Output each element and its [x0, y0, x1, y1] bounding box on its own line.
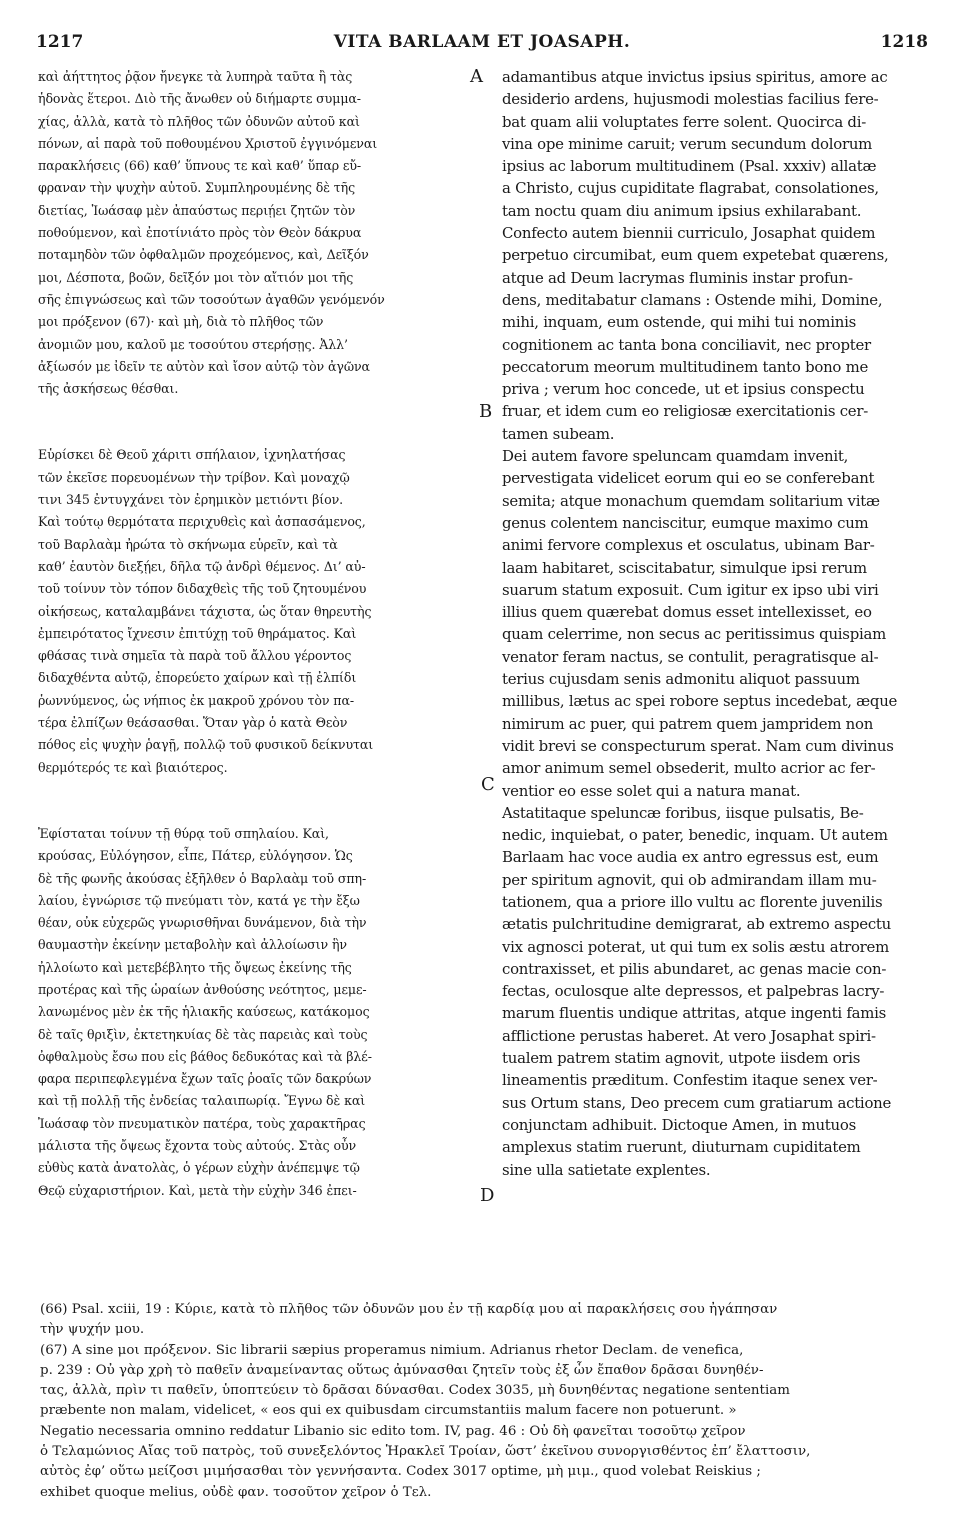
latin-line: suarum statum exposuit. Cum igitur ex ipso ubi viri — [502, 580, 879, 599]
latin-line: priva ; verum hoc concede, ut et ipsius conspectu — [502, 380, 865, 399]
latin-line: atque ad Deum lacrymas fluminis instar profun- — [502, 268, 853, 287]
latin-line: genus colentem nanciscitur, eumque maximo cum — [502, 513, 869, 532]
greek-line: κρούσας, Εὐλόγησον, εἶπε, Πάτερ, εὐλόγησον. Ὡς — [38, 848, 353, 864]
latin-line: sus Ortum stans, Deo precem cum gratiarum actione — [502, 1093, 892, 1112]
greek-line: ἡδονὰς ἕτεροι. Διὸ τῆς ἄνωθεν οὐ διήμαρτε συμμα- — [38, 91, 361, 107]
latin-line: Confecto autem biennii curriculo, Josaphat quidem — [502, 224, 876, 243]
greek-line: ὀφθαλμοὺς ἔσω που εἰς βάθος δεδυκότας καὶ τὰ βλέ- — [38, 1048, 372, 1064]
footnote-line: τὴν ψυχήν μου. — [40, 1322, 145, 1338]
section-marker-b: B — [479, 401, 493, 422]
greek-line: διετίας, Ἰωάσαφ μὲν ἀπαύστως περιῄει ζητῶν τὸν — [38, 202, 356, 218]
latin-line: animi fervore complexus et osculatus, ubinam Bar- — [502, 536, 875, 555]
section-marker-c: C — [481, 774, 495, 795]
latin-line: Astatitaque speluncæ foribus, iisque pulsatis, Be- — [502, 803, 864, 822]
latin-line: peccatorum meorum multitudinem tanto bono me — [502, 357, 869, 376]
latin-line: conjunctam adhibuit. Dictoque Amen, in mutuos — [502, 1115, 856, 1134]
latin-line: tam noctu quam diu animum ipsius exhilarabant. — [502, 201, 862, 220]
page-number-left: 1217 — [36, 32, 84, 52]
latin-line: tationem, qua a priore illo vultu ac florente juvenilis — [502, 892, 883, 911]
latin-line: vix agnosci poterat, ut qui tum ex solis æstu atrorem — [502, 937, 889, 956]
greek-line: ποταμηδὸν τῶν ὀφθαλμῶν προχεόμενος, καὶ, Δεῖξόν — [38, 247, 369, 263]
latin-line: quam celerrime, non secus ac peritissimus quispiam — [502, 625, 886, 644]
greek-line: φαρα περιπεφλεγμένα ἔχων ταῖς ῥοαῖς τῶν δακρύων — [38, 1071, 372, 1087]
footnote-line: exhibet quoque melius, οὐδὲ φαν. τοσοῦτον χεῖρον ὁ Τελ. — [40, 1484, 432, 1500]
latin-line: amplexus statim ruerunt, diuturnam cupiditatem — [502, 1138, 861, 1157]
latin-line: contraxisset, et pilis abundaret, ac genas macie con- — [502, 959, 887, 978]
footnote-line: præbente non malam, videlicet, « eos qui ex quibusdam circumstantiis malum facere non potuerunt. » — [40, 1403, 737, 1419]
latin-line: mihi, inquam, eum ostende, qui mihi tui nominis — [502, 313, 857, 332]
latin-line: amor animum semel obsederit, multo acrior ac fer- — [502, 759, 876, 778]
latin-line: ætatis pulchritudine demigrarat, ab extremo aspectu — [502, 915, 891, 934]
greek-line: οἰκήσεως, καταλαμβάνει τάχιστα, ὡς ὅταν θηρευτὴς — [38, 603, 372, 619]
footnote-line: ὁ Τελαμώνιος Αἴας τοῦ πατρὸς, τοῦ συνεξελόντος Ἡρακλεῖ Τροίαν, ὥστ’ ἐκεῖνου συνοργισθέντος ἐπ’ ἔλαττοσιν, — [40, 1444, 811, 1460]
latin-line: fruar, et idem cum eo religiosæ exercitationis cer- — [502, 402, 869, 421]
latin-line: vidit brevi se conspecturum sperat. Nam cum divinus — [502, 736, 894, 755]
paragraph-gap — [38, 779, 478, 823]
greek-line: καθ’ ἑαυτὸν διεξῄει, δῆλα τῷ ἀνδρὶ θέμενος. Δι’ αὐ- — [38, 558, 366, 574]
latin-line: ipsius ac laborum multitudinem (Psal. xxxiv) allatæ — [502, 157, 877, 176]
latin-line: marum fluentis undique attritas, atque ingenti famis — [502, 1004, 886, 1023]
greek-line: μοι πρόξενον (67)· καὶ μὴ, διὰ τὸ πλῆθος τῶν — [38, 314, 324, 330]
footnotes — [40, 1300, 932, 1503]
latin-line: cognitionem ac tanta bona conciliavit, nec propter — [502, 335, 871, 354]
latin-line: perpetuo circumibat, eum quem expetebat quærens, — [502, 246, 889, 265]
greek-line: καὶ τῇ πολλῇ τῆς ἐνδείας ταλαιπωρίᾳ. Ἔγνω δὲ καὶ — [38, 1093, 366, 1109]
greek-line: παρακλήσεις (66) καθ’ ὕπνους τε καὶ καθ’ ὕπαρ εὔ- — [38, 158, 362, 174]
footnote-line: (66) Psal. xciii, 19 : Κύριε, κατὰ τὸ πλῆθος τῶν ὀδυνῶν μου ἐν τῇ καρδίᾳ μου αἱ παρακλήσεις σου ἠγάπησαν — [40, 1302, 778, 1317]
latin-line: vina ope minime caruit; verum secundum dolorum — [502, 134, 873, 153]
greek-line: Ἐφίσταται τοίνυν τῇ θύρᾳ τοῦ σπηλαίου. Καὶ, — [38, 825, 329, 841]
latin-line: pervestigata videlicet eorum qui eo se conferebant — [502, 469, 875, 488]
latin-line: tualem patrem statim agnovit, utpote iisdem oris — [502, 1049, 861, 1068]
greek-line: Ἰωάσαφ τὸν πνευματικὸν πατέρα, τοὺς χαρακτῆρας — [38, 1115, 366, 1131]
footnote-line: Negatio necessaria omnino reddatur Libanio sic edito tom. IV, pag. 46 : Οὐ δὴ φανεῖται τοσοῦτῳ χεῖρον — [40, 1423, 746, 1439]
latin-line: bat quam alii voluptates ferre solent. Quocirca di- — [502, 112, 867, 131]
greek-line: πόνων, αἱ παρὰ τοῦ ποθουμένου Χριστοῦ ἐγγινόμεναι — [38, 135, 378, 151]
latin-column — [502, 66, 932, 1181]
greek-line: θαυμαστὴν ἐκείνην μεταβολὴν καὶ ἀλλοίωσιν ἣν — [38, 937, 347, 953]
greek-line: ἀξίωσόν με ἰδεῖν τε αὐτὸν καὶ ἴσον αὐτῷ τὸν ἀγῶνα — [38, 358, 370, 374]
latin-line: a Christo, cujus cupiditate flagrabat, consolationes, — [502, 179, 879, 198]
greek-line: τῆς ἀσκήσεως θέσθαι. — [38, 381, 179, 397]
latin-line: per spiritum agnovit, qui ob admirandam illam mu- — [502, 870, 877, 889]
latin-line: tamen subeam. — [502, 424, 615, 443]
greek-line: τέρα ἐλπίζων θεάσασθαι. Ὅταν γὰρ ὁ κατὰ Θεὸν — [38, 715, 348, 731]
paragraph-gap — [38, 400, 478, 444]
latin-line: afflictione perustas haberet. At vero Josaphat spiri- — [502, 1026, 876, 1045]
greek-line: τοῦ τοίνυν τὸν τόπον διδαχθεὶς τῆς τοῦ ζητουμένου — [38, 581, 367, 597]
greek-line: διδαχθέντα αὐτῷ, ἐπορεύετο χαίρων καὶ τῇ ἐλπίδι — [38, 670, 357, 686]
greek-line: τοῦ Βαρλαὰμ ἠρώτα τὸ σκήνωμα εὑρεῖν, καὶ τὰ — [38, 536, 338, 552]
latin-line: nimirum ac puer, qui patrem quem jampridem non — [502, 714, 874, 733]
greek-line: εὐθὺς κατὰ ἀνατολὰς, ὁ γέρων εὐχὴν ἀνέπεμψε τῷ — [38, 1160, 360, 1176]
greek-line: σῆς ἐπιγνώσεως καὶ τῶν τοσούτων ἀγαθῶν γενόμενόν — [38, 291, 385, 307]
latin-line: laam habitaret, sciscitabatur, simulque ipsi rerum — [502, 558, 867, 577]
greek-line: φθάσας τινὰ σημεῖα τὰ παρὰ τοῦ ἄλλου γέροντος — [38, 648, 352, 664]
latin-line: Barlaam hac voce audia ex antro egressus est, eum — [502, 848, 879, 867]
greek-line: ποθούμενον, καὶ ἐποτίνιάτο πρὸς τὸν Θεὸν δάκρυα — [38, 225, 362, 241]
greek-line: ἀνομιῶν μου, καλοῦ με τοσούτου στερήσῃς. Ἀλλ’ — [38, 336, 348, 352]
section-marker-d: D — [480, 1185, 495, 1206]
greek-line: θερμότερός τε καὶ βιαιότερος. — [38, 759, 228, 775]
greek-line: τινι 345 ἐντυγχάνει τὸν ἐρημικὸν μετιόντι βίον. — [38, 492, 344, 508]
latin-line: terius cujusdam senis admonitu aliquot passuum — [502, 670, 860, 689]
latin-line: Dei autem favore speluncam quamdam invenit, — [502, 447, 849, 466]
latin-line: illius quem quærebat domus esset intellexisset, eo — [502, 603, 872, 622]
latin-line: desiderio ardens, hujusmodi molestias facilius fere- — [502, 90, 879, 109]
latin-line: nedic, inquiebat, o pater, benedic, inquam. Ut autem — [502, 826, 888, 845]
section-marker-a: A — [470, 66, 483, 87]
greek-line: μάλιστα τῆς ὄψεως ἔχοντα τοὺς αὐτούς. Στὰς οὖν — [38, 1138, 357, 1154]
greek-line: ῥωννύμενος, ὡς νήπιος ἐκ μακροῦ χρόνου τὸν πα- — [38, 692, 355, 708]
footnote-line: (67) Α sine μοι πρόξενον. Sic librarii sæpius properamus nimium. Adrianus rhetor Declam. de venefica, — [40, 1342, 744, 1358]
greek-line: λανωμένος μὲν ἐκ τῆς ἡλιακῆς καύσεως, κατάκομος — [38, 1004, 370, 1020]
latin-line: adamantibus atque invictus ipsius spiritus, amore ac — [502, 68, 888, 86]
footnote-line: p. 239 : Οὐ γὰρ χρὴ τὸ παθεῖν ἀναμείναντας οὕτως ἀμύνασθαι ζητεῖν τοὺς ἐξ ὧν ἔπαθον δρᾶσαι δυνηθέν- — [40, 1362, 764, 1378]
greek-line: τῶν ἐκεῖσε πορευομένων τὴν τρίβον. Καὶ μοναχῷ — [38, 469, 350, 485]
latin-line: dens, meditabatur clamans : Ostende mihi, Domine, — [502, 290, 883, 309]
greek-line: πόθος εἰς ψυχὴν ῥαγῇ, πολλῷ τοῦ φυσικοῦ δείκνυται — [38, 737, 374, 753]
greek-line: καὶ ἀήττητος ῥᾷον ἤνεγκε τὰ λυπηρὰ ταῦτα ἢ τὰς — [38, 69, 353, 84]
footnote-line: αὐτὸς ἐφ’ οὕτω μείζοσι μιμήσασθαι τὸν γεννήσαντα. Codex 3017 optime, μὴ μιμ., quod volebat Reiskius ; — [40, 1464, 761, 1480]
greek-line: Καὶ τούτῳ θερμότατα περιχυθεὶς καὶ ἀσπασάμενος, — [38, 514, 366, 530]
latin-line: semita; atque monachum quemdam solitarium vitæ — [502, 491, 880, 510]
greek-line: Θεῷ εὐχαριστήριον. Καὶ, μετὰ τὴν εὐχὴν 346 ἐπει- — [38, 1182, 357, 1198]
greek-line: χίας, ἀλλὰ, κατὰ τὸ πλῆθος τῶν ὀδυνῶν αὐτοῦ καὶ — [38, 113, 360, 129]
greek-column — [38, 66, 478, 1202]
running-title: VITA BARLAAM ET JOASAPH. — [333, 32, 631, 52]
latin-line: lineamentis præditum. Confestim itaque senex ver- — [502, 1071, 878, 1090]
greek-line: δὲ τῆς φωνῆς ἀκούσας ἐξῆλθεν ὁ Βαρλαὰμ τοῦ σπη- — [38, 870, 367, 886]
greek-line: προτέρας καὶ τῆς ὡραίων ἀνθούσης νεότητος, μεμε- — [38, 981, 367, 997]
latin-line: millibus, lætus ac spei robore septus incedebat, æque — [502, 692, 898, 711]
latin-line: sine ulla satietate explentes. — [502, 1160, 711, 1179]
latin-line: venator feram nactus, se contulit, peragratisque al- — [502, 647, 879, 666]
greek-line: λαίου, ἐγνώρισε τῷ πνεύματι τὸν, κατά γε τὴν ἔξω — [38, 892, 360, 908]
greek-line: φραναν τὴν ψυχὴν αὐτοῦ. Συμπληρουμένης δὲ τῆς — [38, 180, 356, 196]
greek-line: ἠλλοίωτο καὶ μετεβέβλητο τῆς ὄψεως ἐκείνης τῆς — [38, 959, 352, 975]
greek-line: ἐμπειρότατος ἴχνεσιν ἐπιτύχῃ τοῦ θηράματος. Καὶ — [38, 625, 357, 641]
greek-line: θέαν, οὐκ εὐχερῶς γνωρισθῆναι δυνάμενον, διὰ τὴν — [38, 915, 367, 931]
latin-line: fectas, oculosque alte depressos, et palpebras lacry- — [502, 982, 885, 1001]
latin-line: ventior eo esse solet qui a natura manat. — [502, 781, 801, 800]
footnote-line: τας, ἀλλὰ, πρὶν τι παθεῖν, ὑποπτεύειν τὸ δρᾶσαι δύνασθαι. Codex 3035, μὴ δυνηθέντας negatione sententiam — [40, 1383, 790, 1399]
greek-line: Εὑρίσκει δὲ Θεοῦ χάριτι σπήλαιον, ἰχνηλατήσας — [38, 447, 346, 463]
greek-line: δὲ ταῖς θριξὶν, ἐκτετηκυίας δὲ τὰς παρειὰς καὶ τοὺς — [38, 1026, 368, 1042]
greek-line: μοι, Δέσποτα, βοῶν, δεῖξόν μοι τὸν αἴτιόν μοι τῆς — [38, 269, 354, 285]
page-number-right: 1218 — [880, 32, 928, 52]
page-header — [36, 32, 928, 60]
